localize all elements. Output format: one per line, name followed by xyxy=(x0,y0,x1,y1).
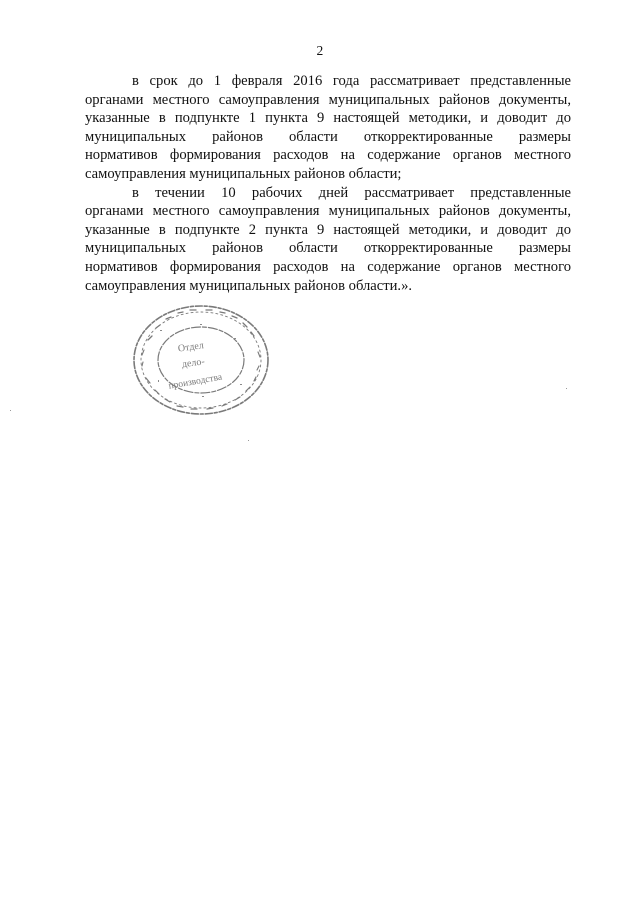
scan-speck xyxy=(248,440,249,441)
document-body xyxy=(85,72,571,295)
page-number: 2 xyxy=(316,43,324,58)
office-stamp xyxy=(130,300,272,420)
text-line: указанные в подпункте 2 пункта 9 настоящей методики, и доводит до xyxy=(85,221,571,238)
text-line: в срок до 1 февраля 2016 года рассматривает представленные xyxy=(132,73,571,89)
text-line: органами местного самоуправления муниципальных районов документы, xyxy=(85,91,571,108)
text-line: самоуправления муниципальных районов области; xyxy=(85,165,402,182)
text-line: самоуправления муниципальных районов области.». xyxy=(85,277,413,294)
text-line: указанные в подпункте 1 пункта 9 настоящей методики, и доводит до xyxy=(85,110,571,127)
text-line: в течении 10 рабочих дней рассматривает представленные xyxy=(132,184,571,201)
paragraph-2 xyxy=(85,184,571,296)
text-line: муниципальных районов области откорректированные размеры xyxy=(85,240,571,257)
stamp-seal-icon xyxy=(130,300,272,420)
stamp-line-1: Отдел xyxy=(177,340,205,355)
scan-speck xyxy=(566,388,567,389)
text-line: нормативов формирования расходов на содержание органов местного xyxy=(85,147,571,164)
scan-speck xyxy=(10,410,11,411)
stamp-line-2: дело- xyxy=(181,356,206,371)
text-line: органами местного самоуправления муниципальных районов документы, xyxy=(85,203,571,220)
stamp-line-3: производства xyxy=(167,372,223,392)
text-line: нормативов формирования расходов на содержание органов местного xyxy=(85,258,571,275)
text-line: муниципальных районов области откорректированные размеры xyxy=(85,128,571,145)
paragraph-1 xyxy=(85,72,571,184)
